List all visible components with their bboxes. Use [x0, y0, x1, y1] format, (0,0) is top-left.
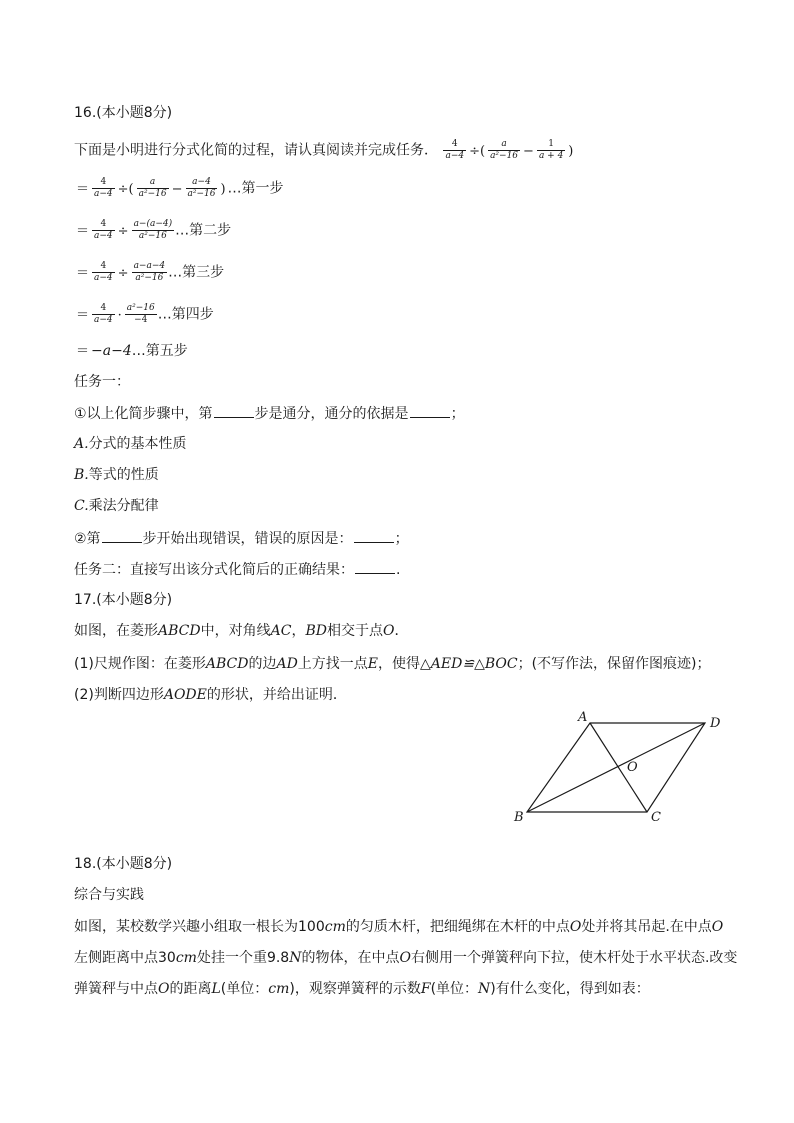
- operator: ÷(: [469, 143, 486, 159]
- q17-intro: 如图，在菱形ABCD中，对角线AC，BD相交于点O．: [74, 623, 409, 639]
- step-label: …第四步: [157, 306, 214, 323]
- operator: −: [523, 143, 534, 159]
- label-c: C: [651, 810, 661, 825]
- q16-header: 16.(本小题8分): [74, 105, 173, 121]
- answer-blank[interactable]: [355, 559, 395, 574]
- q16-intro-line: [74, 139, 575, 162]
- fraction: $\frac{1}{a + 4}$: [538, 139, 564, 161]
- q16-step3: ＝ $\frac{4}{a-4}$ ÷ $\frac{a-a-4}{\text{a²−16}}$ …第三步: [76, 261, 225, 283]
- answer-blank[interactable]: [102, 528, 142, 543]
- option-a: A.分式的基本性质: [74, 436, 187, 452]
- q18-header: 18.(本小题8分): [74, 856, 173, 872]
- q18-line1: 如图，某校数学兴趣小组取一根长为100cm的匀质木杆，把细绳绑在木杆的中点O处并将其吊起.在中点O: [74, 919, 724, 935]
- option-b: B.等式的性质: [74, 467, 159, 483]
- step-label: …第五步: [131, 343, 188, 359]
- q16-step5: ＝ −a−4…第五步: [76, 343, 188, 359]
- q16-step1: ＝ $\frac{4}{a-4}$ ÷( $\frac{a}{\text{a²−16}}$ − $\frac{a-4}{\text{a²−16}}$ ) …第一步: [76, 177, 284, 199]
- diagonal-bd: [527, 723, 705, 812]
- q17-part1: (1)尺规作图：在菱形ABCD的边AD上方找一点E，使得△AED≌△BOC；(不写作法，保留作图痕迹)；: [74, 656, 711, 672]
- task1-q2: ②第 步开始出现错误，错误的原因是： ；: [74, 528, 409, 549]
- label-o: O: [627, 760, 638, 775]
- fraction: $\frac{4}{a-4}$: [445, 139, 465, 161]
- label-b: B: [514, 810, 524, 825]
- task1-q1: ①以上化简步骤中，第 步是通分，通分的依据是 ；: [74, 403, 465, 424]
- answer-blank[interactable]: [410, 403, 450, 418]
- label-a: A: [578, 710, 588, 725]
- step-label: …第一步: [227, 180, 284, 197]
- fraction: $\frac{a}{\text{a²−16}}$: [490, 139, 519, 161]
- q18-line2: 左侧距离中点30cm处挂一个重9.8N的物体，在中点O右侧用一个弹簧秤向下拉，使木杆处于水平状态.改变: [74, 950, 738, 966]
- answer-blank[interactable]: [354, 528, 394, 543]
- q17-part2: (2)判断四边形AODE的形状，并给出证明．: [74, 687, 347, 703]
- step-label: …第二步: [175, 222, 232, 239]
- q18-line3: 弹簧秤与中点O的距离L(单位：cm)，观察弹簧秤的示数F(单位：N)有什么变化，得到如表：: [74, 981, 650, 997]
- q16-intro: 下面是小明进行分式化简的过程，请认真阅读并完成任务．: [74, 142, 438, 159]
- option-c: C.乘法分配律: [74, 498, 159, 514]
- operator: ): [568, 143, 574, 159]
- step-label: …第三步: [168, 264, 225, 281]
- q16-step4: ＝ $\frac{4}{a-4}$ · $\frac{\text{a²−16}}{-4}$ …第四步: [76, 303, 214, 325]
- q18-subtitle: 综合与实践: [74, 887, 144, 903]
- label-d: D: [710, 716, 721, 731]
- q17-header: 17.(本小题8分): [74, 592, 173, 608]
- diagonal-ac: [590, 723, 647, 812]
- task2: 任务二：直接写出该分式化简后的正确结果： .: [74, 559, 400, 580]
- q16-step2: ＝ $\frac{4}{a-4}$ ÷ $\frac{a-(a-4)}{\text{a²−16}}$ …第二步: [76, 219, 232, 241]
- answer-blank[interactable]: [214, 403, 254, 418]
- rhombus-figure: [500, 705, 740, 835]
- task1-title: 任务一：: [74, 374, 130, 390]
